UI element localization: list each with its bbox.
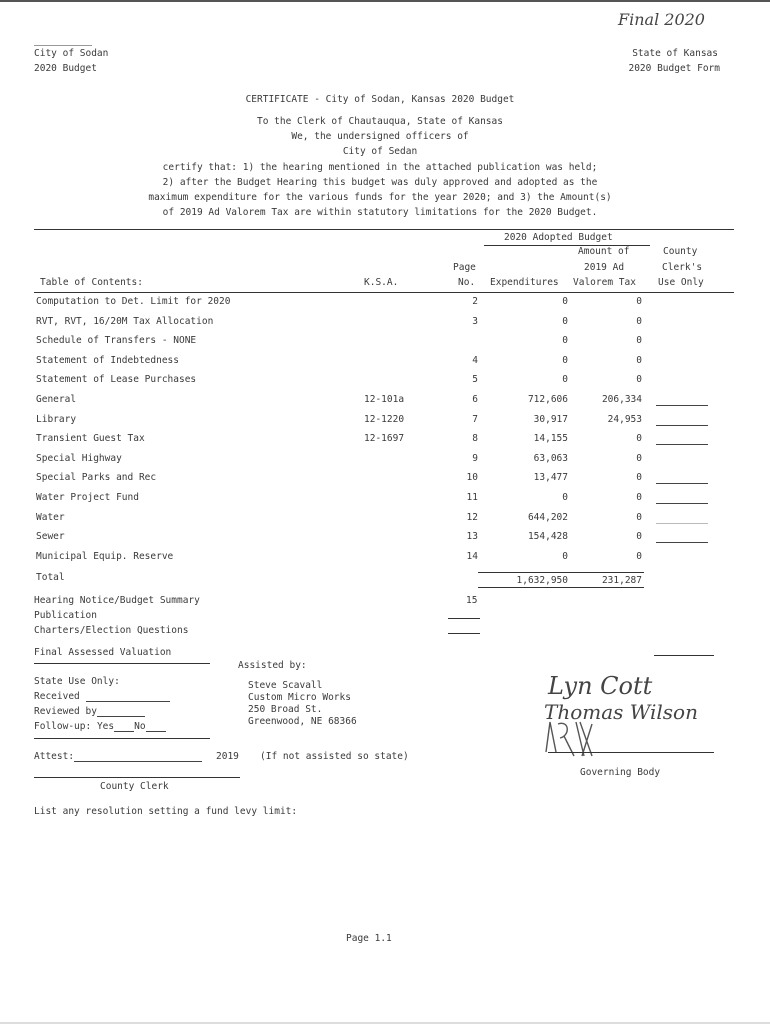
- table-row-page: 4: [472, 355, 478, 366]
- certificate-body-2: 2) after the Budget Hearing this budget was duly approved and adopted as the: [162, 177, 598, 188]
- table-row-name: Library: [36, 414, 77, 425]
- clerk-use-blank: [656, 425, 708, 426]
- table-row-expenditures: 0: [562, 296, 568, 307]
- clerk-header-2: Clerk's: [662, 262, 703, 273]
- header-city-name: City of Sodan: [34, 48, 109, 59]
- table-row-tax: 0: [636, 531, 642, 542]
- received-field: [34, 691, 170, 702]
- table-row-page: 11: [466, 492, 478, 503]
- clerk-use-blank: [656, 405, 708, 406]
- table-row-expenditures: 0: [562, 316, 568, 327]
- table-row-page: 10: [466, 472, 478, 483]
- page-header-2: No.: [458, 277, 476, 288]
- table-row-ksa: 12-1697: [364, 433, 405, 444]
- page-number: Page 1.1: [346, 933, 392, 944]
- table-header-rule: [34, 292, 734, 293]
- table-row-expenditures: 30,917: [533, 414, 568, 425]
- table-row-page: 3: [472, 316, 478, 327]
- clerk-use-blank: [656, 503, 708, 504]
- reviewed-field: [34, 706, 145, 717]
- table-row-name: Water: [36, 512, 65, 523]
- certificate-officers: We, the undersigned officers of: [291, 131, 469, 142]
- followup-yes-blank: [114, 721, 134, 732]
- table-row-expenditures: 154,428: [527, 531, 568, 542]
- table-row-tax: 0: [636, 335, 642, 346]
- table-row-name: RVT, RVT, 16/20M Tax Allocation: [36, 316, 214, 327]
- table-row-page: 5: [472, 374, 478, 385]
- table-row-tax: 0: [636, 453, 642, 464]
- table-row-page: 9: [472, 453, 478, 464]
- table-top-rule: [34, 229, 734, 230]
- clerk-header-3: Use Only: [658, 277, 704, 288]
- table-row-expenditures: 0: [562, 551, 568, 562]
- table-row-name: Statement of Indebtedness: [36, 355, 179, 366]
- table-row-ksa: 12-101a: [364, 394, 405, 405]
- certificate-city: City of Sedan: [342, 146, 418, 157]
- table-row-expenditures: 0: [562, 355, 568, 366]
- table-row-tax: 206,334: [601, 394, 642, 405]
- ksa-header: K.S.A.: [364, 277, 399, 288]
- received-blank: [86, 691, 170, 702]
- clerk-use-blank: [656, 444, 708, 445]
- followup-yes: Yes: [96, 721, 115, 732]
- publication-label: Publication: [34, 610, 97, 621]
- table-row-name: General: [36, 394, 77, 405]
- valuation-blank: [654, 655, 714, 656]
- signature-3: [540, 712, 610, 762]
- tax-header-1: Amount of: [578, 246, 630, 257]
- table-row-page: 14: [466, 551, 478, 562]
- table-row-page: 7: [472, 414, 478, 425]
- total-bottom-rule: [478, 587, 644, 588]
- governing-body-label: Governing Body: [580, 767, 661, 778]
- clerk-use-blank: [656, 483, 708, 484]
- assisted-name: Steve Scavall: [248, 680, 323, 691]
- publication-page-blank: [448, 618, 480, 619]
- table-row-name: Sewer: [36, 531, 65, 542]
- table-row-name: Computation to Det. Limit for 2020: [36, 296, 231, 307]
- table-row-tax: 0: [636, 551, 642, 562]
- state-use-bottom-rule: [34, 738, 210, 739]
- table-row-tax: 0: [636, 296, 642, 307]
- followup-no: No: [134, 721, 146, 732]
- table-row-page: 13: [466, 531, 478, 542]
- resolution-label: List any resolution setting a fund levy limit:: [34, 806, 298, 817]
- table-row-tax: 0: [636, 433, 642, 444]
- attest-blank: [74, 751, 202, 762]
- table-row-expenditures: 644,202: [527, 512, 568, 523]
- contents-header: Table of Contents:: [40, 277, 143, 288]
- table-row-tax: 0: [636, 472, 642, 483]
- state-use-top-rule: [34, 663, 210, 664]
- table-row-tax: 0: [636, 355, 642, 366]
- table-row-page: 12: [466, 512, 478, 523]
- clerk-header-1: County: [663, 246, 698, 257]
- attest-year: 2019: [216, 751, 239, 762]
- table-row-tax: 0: [636, 512, 642, 523]
- table-row-page: 6: [472, 394, 478, 405]
- handwritten-final-note: Final 2020: [618, 10, 705, 29]
- header-state: State of Kansas: [632, 48, 718, 59]
- certificate-body-4: of 2019 Ad Valorem Tax are within statutory limitations for the 2020 Budget.: [162, 207, 598, 218]
- certificate-to-clerk: To the Clerk of Chautauqua, State of Kansas: [257, 116, 503, 127]
- followup-label: Follow-up:: [34, 721, 92, 732]
- table-row-expenditures: 0: [562, 374, 568, 385]
- reviewed-blank: [97, 706, 145, 717]
- total-expenditures: 1,632,950: [516, 575, 568, 586]
- header-budget-year: 2020 Budget: [34, 63, 97, 74]
- charters-page-blank: [448, 633, 480, 634]
- certificate-body-1: certify that: 1) the hearing mentioned in the attached publication was held;: [162, 162, 598, 173]
- table-row-expenditures: 0: [562, 492, 568, 503]
- table-row-page: 2: [472, 296, 478, 307]
- received-label: Received: [34, 691, 80, 702]
- charters-label: Charters/Election Questions: [34, 625, 189, 636]
- table-row-name: Schedule of Transfers - NONE: [36, 335, 197, 346]
- total-rule: [478, 572, 644, 573]
- table-row-name: Special Highway: [36, 453, 122, 464]
- state-use-title: State Use Only:: [34, 676, 120, 687]
- followup-no-blank: [146, 721, 166, 732]
- clerk-use-blank: [656, 542, 708, 543]
- header-budget-form: 2020 Budget Form: [628, 63, 720, 74]
- table-row-expenditures: 712,606: [527, 394, 568, 405]
- hearing-notice-page: 15: [466, 595, 478, 606]
- table-row-name: Statement of Lease Purchases: [36, 374, 197, 385]
- attest-label: Attest:: [34, 751, 75, 762]
- tax-header-2: 2019 Ad: [584, 262, 625, 273]
- assisted-city: Greenwood, NE 68366: [248, 716, 357, 727]
- adopted-budget-header: 2020 Adopted Budget: [504, 232, 613, 243]
- county-clerk-rule: [34, 777, 240, 778]
- table-row-expenditures: 63,063: [533, 453, 568, 464]
- expenditures-header: Expenditures: [490, 277, 559, 288]
- signature-2: Thomas Wilson: [544, 700, 698, 724]
- table-row-expenditures: 14,155: [533, 433, 568, 444]
- county-clerk-label: County Clerk: [100, 781, 169, 792]
- table-row-name: Transient Guest Tax: [36, 433, 145, 444]
- table-row-name: Special Parks and Rec: [36, 472, 157, 483]
- table-row-expenditures: 13,477: [533, 472, 568, 483]
- followup-field: [34, 721, 166, 732]
- page-top-edge: [0, 0, 770, 2]
- table-row-name: Water Project Fund: [36, 492, 139, 503]
- table-row-expenditures: 0: [562, 335, 568, 346]
- certificate-title: CERTIFICATE - City of Sodan, Kansas 2020 Budget: [245, 94, 515, 105]
- assisted-street: 250 Broad St.: [248, 704, 323, 715]
- assisted-label: Assisted by:: [238, 660, 307, 671]
- clerk-use-blank: [656, 523, 708, 524]
- assisted-company: Custom Micro Works: [248, 692, 351, 703]
- tax-header-3: Valorem Tax: [573, 277, 636, 288]
- table-row-page: 8: [472, 433, 478, 444]
- signature-1: Lyn Cott: [548, 672, 653, 700]
- total-tax: 231,287: [601, 575, 642, 586]
- table-row-tax: 0: [636, 316, 642, 327]
- attest-note: (If not assisted so state): [260, 751, 409, 762]
- table-row-tax: 0: [636, 492, 642, 503]
- certificate-body-3: maximum expenditure for the various funds for the year 2020; and 3) the Amount(s): [148, 192, 612, 203]
- page-header-1: Page: [453, 262, 476, 273]
- table-row-tax: 24,953: [607, 414, 642, 425]
- header-mark: [34, 45, 92, 46]
- governing-body-rule: [548, 752, 714, 753]
- valuation-label: Final Assessed Valuation: [34, 647, 172, 658]
- table-row-ksa: 12-1220: [364, 414, 405, 425]
- table-row-name: Municipal Equip. Reserve: [36, 551, 174, 562]
- attest-field: [34, 751, 202, 762]
- total-label: Total: [36, 572, 65, 583]
- hearing-notice: Hearing Notice/Budget Summary: [34, 595, 200, 606]
- table-row-tax: 0: [636, 374, 642, 385]
- reviewed-label: Reviewed by: [34, 706, 97, 717]
